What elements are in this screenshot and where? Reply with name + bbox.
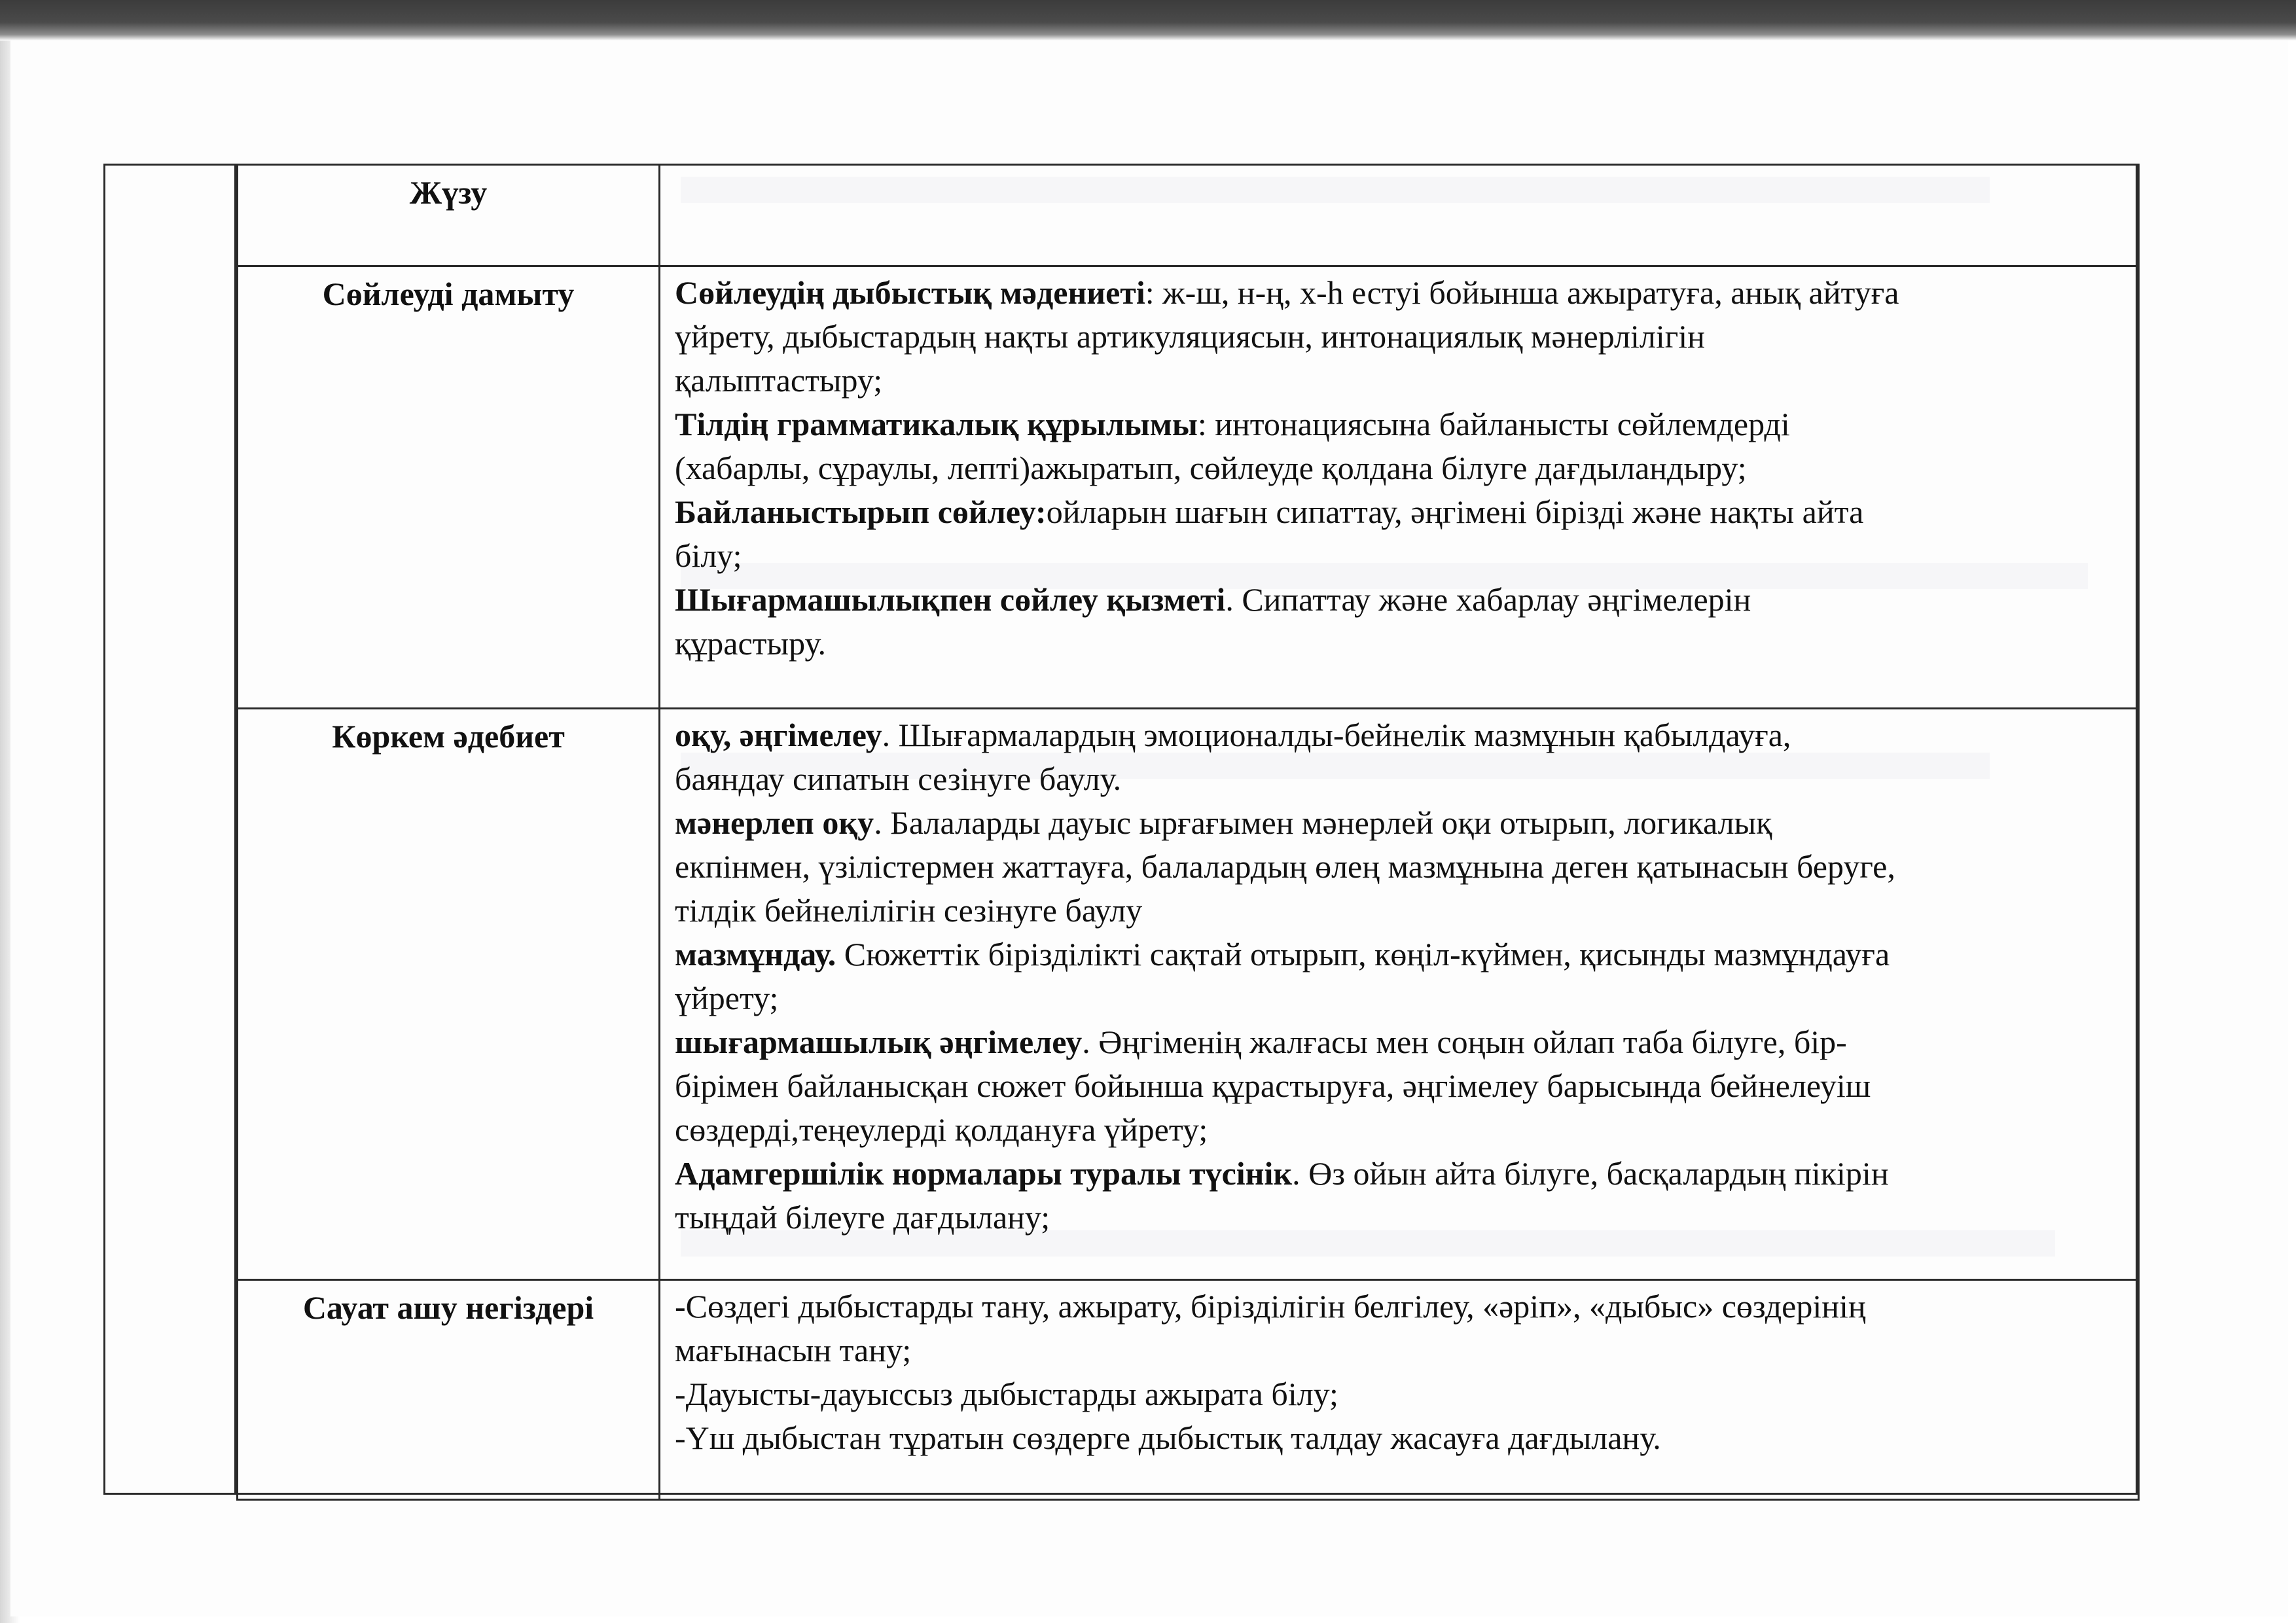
text-line bbox=[675, 1196, 2125, 1240]
text-line bbox=[675, 359, 2125, 402]
bold-term: Сөйлеудің дыбыстық мәдениеті bbox=[675, 274, 1145, 311]
text-line bbox=[675, 1020, 2125, 1064]
text-line bbox=[675, 490, 2125, 534]
line-text: үйрету; bbox=[675, 980, 779, 1016]
line-text: : интонациясына байланысты сөйлемдерді bbox=[1197, 406, 1790, 442]
text-line bbox=[675, 933, 2125, 976]
bold-term: Шығармашылықпен сөйлеу қызметі bbox=[675, 581, 1226, 618]
line-text: -Дауысты-дауыссыз дыбыстарды ажырата білу; bbox=[675, 1376, 1338, 1412]
text-line bbox=[675, 889, 2125, 933]
row-label: Көркем әдебиет bbox=[238, 709, 660, 1280]
row-content bbox=[660, 165, 2139, 266]
text-line bbox=[675, 271, 2125, 315]
line-text: -Үш дыбыстан тұратын сөздерге дыбыстық талдау жасауға дағдылану. bbox=[675, 1419, 1661, 1456]
bold-term: Байланыстырып сөйлеу: bbox=[675, 493, 1047, 530]
line-text: мағынасын тану; bbox=[675, 1332, 912, 1368]
row-content bbox=[660, 266, 2139, 709]
table-row bbox=[238, 709, 2139, 1280]
text-line bbox=[675, 1416, 2125, 1460]
line-text: . Өз ойын айта білуге, басқалардың пікірін bbox=[1292, 1155, 1889, 1192]
line-text: ойларын шағын сипаттау, әңгімені бірізді және нақты айта bbox=[1046, 493, 1864, 530]
content-table bbox=[236, 164, 2140, 1501]
text-line bbox=[675, 315, 2125, 359]
table-row bbox=[238, 165, 2139, 266]
line-text: тілдік бейнелілігін сезінуге баулу bbox=[675, 892, 1143, 929]
bold-term: оқу, әңгімелеу bbox=[675, 717, 882, 753]
table-row bbox=[238, 1280, 2139, 1500]
bold-term: мәнерлеп оқу bbox=[675, 804, 874, 841]
text-line bbox=[675, 1329, 2125, 1372]
line-text: үйрету, дыбыстардың нақты артикуляциясын, интонациялық мәнерлілігін bbox=[675, 318, 1705, 355]
line-text: . Шығармалардың эмоционалды-бейнелік мазмұнын қабылдауға, bbox=[882, 717, 1791, 753]
line-text: сөздерді,теңеулерді қолдануға үйрету; bbox=[675, 1111, 1208, 1148]
line-text: Сюжеттік бірізділікті сақтай отырып, көңіл-күймен, қисынды мазмұндауға bbox=[836, 936, 1890, 972]
table-row bbox=[238, 266, 2139, 709]
line-text: баяндау сипатын сезінуге баулу. bbox=[675, 760, 1122, 797]
bold-term: мазмұндау. bbox=[675, 936, 836, 972]
bold-term: шығармашылық әңгімелеу bbox=[675, 1024, 1083, 1060]
line-text: қалыптастыру; bbox=[675, 362, 883, 399]
curriculum-table bbox=[103, 164, 2138, 1495]
text-line bbox=[675, 578, 2125, 622]
line-text: . Сипаттау және хабарлау әңгімелерін bbox=[1225, 581, 1751, 618]
text-line bbox=[675, 845, 2125, 889]
text-line bbox=[675, 402, 2125, 446]
bold-term: Адамгершілік нормалары туралы түсінік bbox=[675, 1155, 1293, 1192]
text-line bbox=[675, 713, 2125, 757]
line-text: -Сөздегі дыбыстарды тану, ажырату, бірізділігін белгілеу, «әріп», «дыбыс» сөздерінің bbox=[675, 1288, 1866, 1325]
text-line bbox=[675, 976, 2125, 1020]
line-text: (хабарлы, сұраулы, лепті)ажыратып, сөйлеуде қолдана білуге дағдыландыру; bbox=[675, 450, 1747, 486]
table-left-column bbox=[105, 166, 236, 1493]
text-line bbox=[675, 446, 2125, 490]
text-line bbox=[675, 1108, 2125, 1152]
row-label: Жүзу bbox=[238, 165, 660, 266]
row-label: Сауат ашу негіздері bbox=[238, 1280, 660, 1500]
row-label: Сөйлеуді дамыту bbox=[238, 266, 660, 709]
text-line bbox=[675, 801, 2125, 845]
row-content bbox=[660, 1280, 2139, 1500]
text-line bbox=[675, 622, 2125, 666]
line-text: тыңдай білеуге дағдылану; bbox=[675, 1199, 1050, 1236]
row-content bbox=[660, 709, 2139, 1280]
scan-shadow-top bbox=[0, 0, 2296, 41]
text-line bbox=[675, 1152, 2125, 1196]
text-line bbox=[675, 534, 2125, 578]
text-line bbox=[675, 757, 2125, 801]
text-line bbox=[675, 1285, 2125, 1329]
line-text: . Балаларды дауыс ырғағымен мәнерлей оқи отырып, логикалық bbox=[874, 804, 1772, 841]
line-text: білу; bbox=[675, 537, 742, 574]
text-line bbox=[675, 1064, 2125, 1108]
text-line bbox=[675, 1372, 2125, 1416]
line-text: құрастыру. bbox=[675, 625, 826, 662]
line-text: : ж-ш, н-ң, х-һ естуі бойынша ажыратуға, анық айтуға bbox=[1145, 274, 1899, 311]
line-text: екпінмен, үзілістермен жаттауға, балалардың өлең мазмұнына деген қатынасын беруге, bbox=[675, 848, 1895, 885]
bold-term: Тілдің грамматикалық құрылымы bbox=[675, 406, 1198, 442]
line-text: бірімен байланысқан сюжет бойынша құрастыруға, әңгімелеу барысында бейнелеуіш bbox=[675, 1067, 1871, 1104]
line-text: . Әңгіменің жалғасы мен соңын ойлап таба білуге, бір- bbox=[1082, 1024, 1847, 1060]
